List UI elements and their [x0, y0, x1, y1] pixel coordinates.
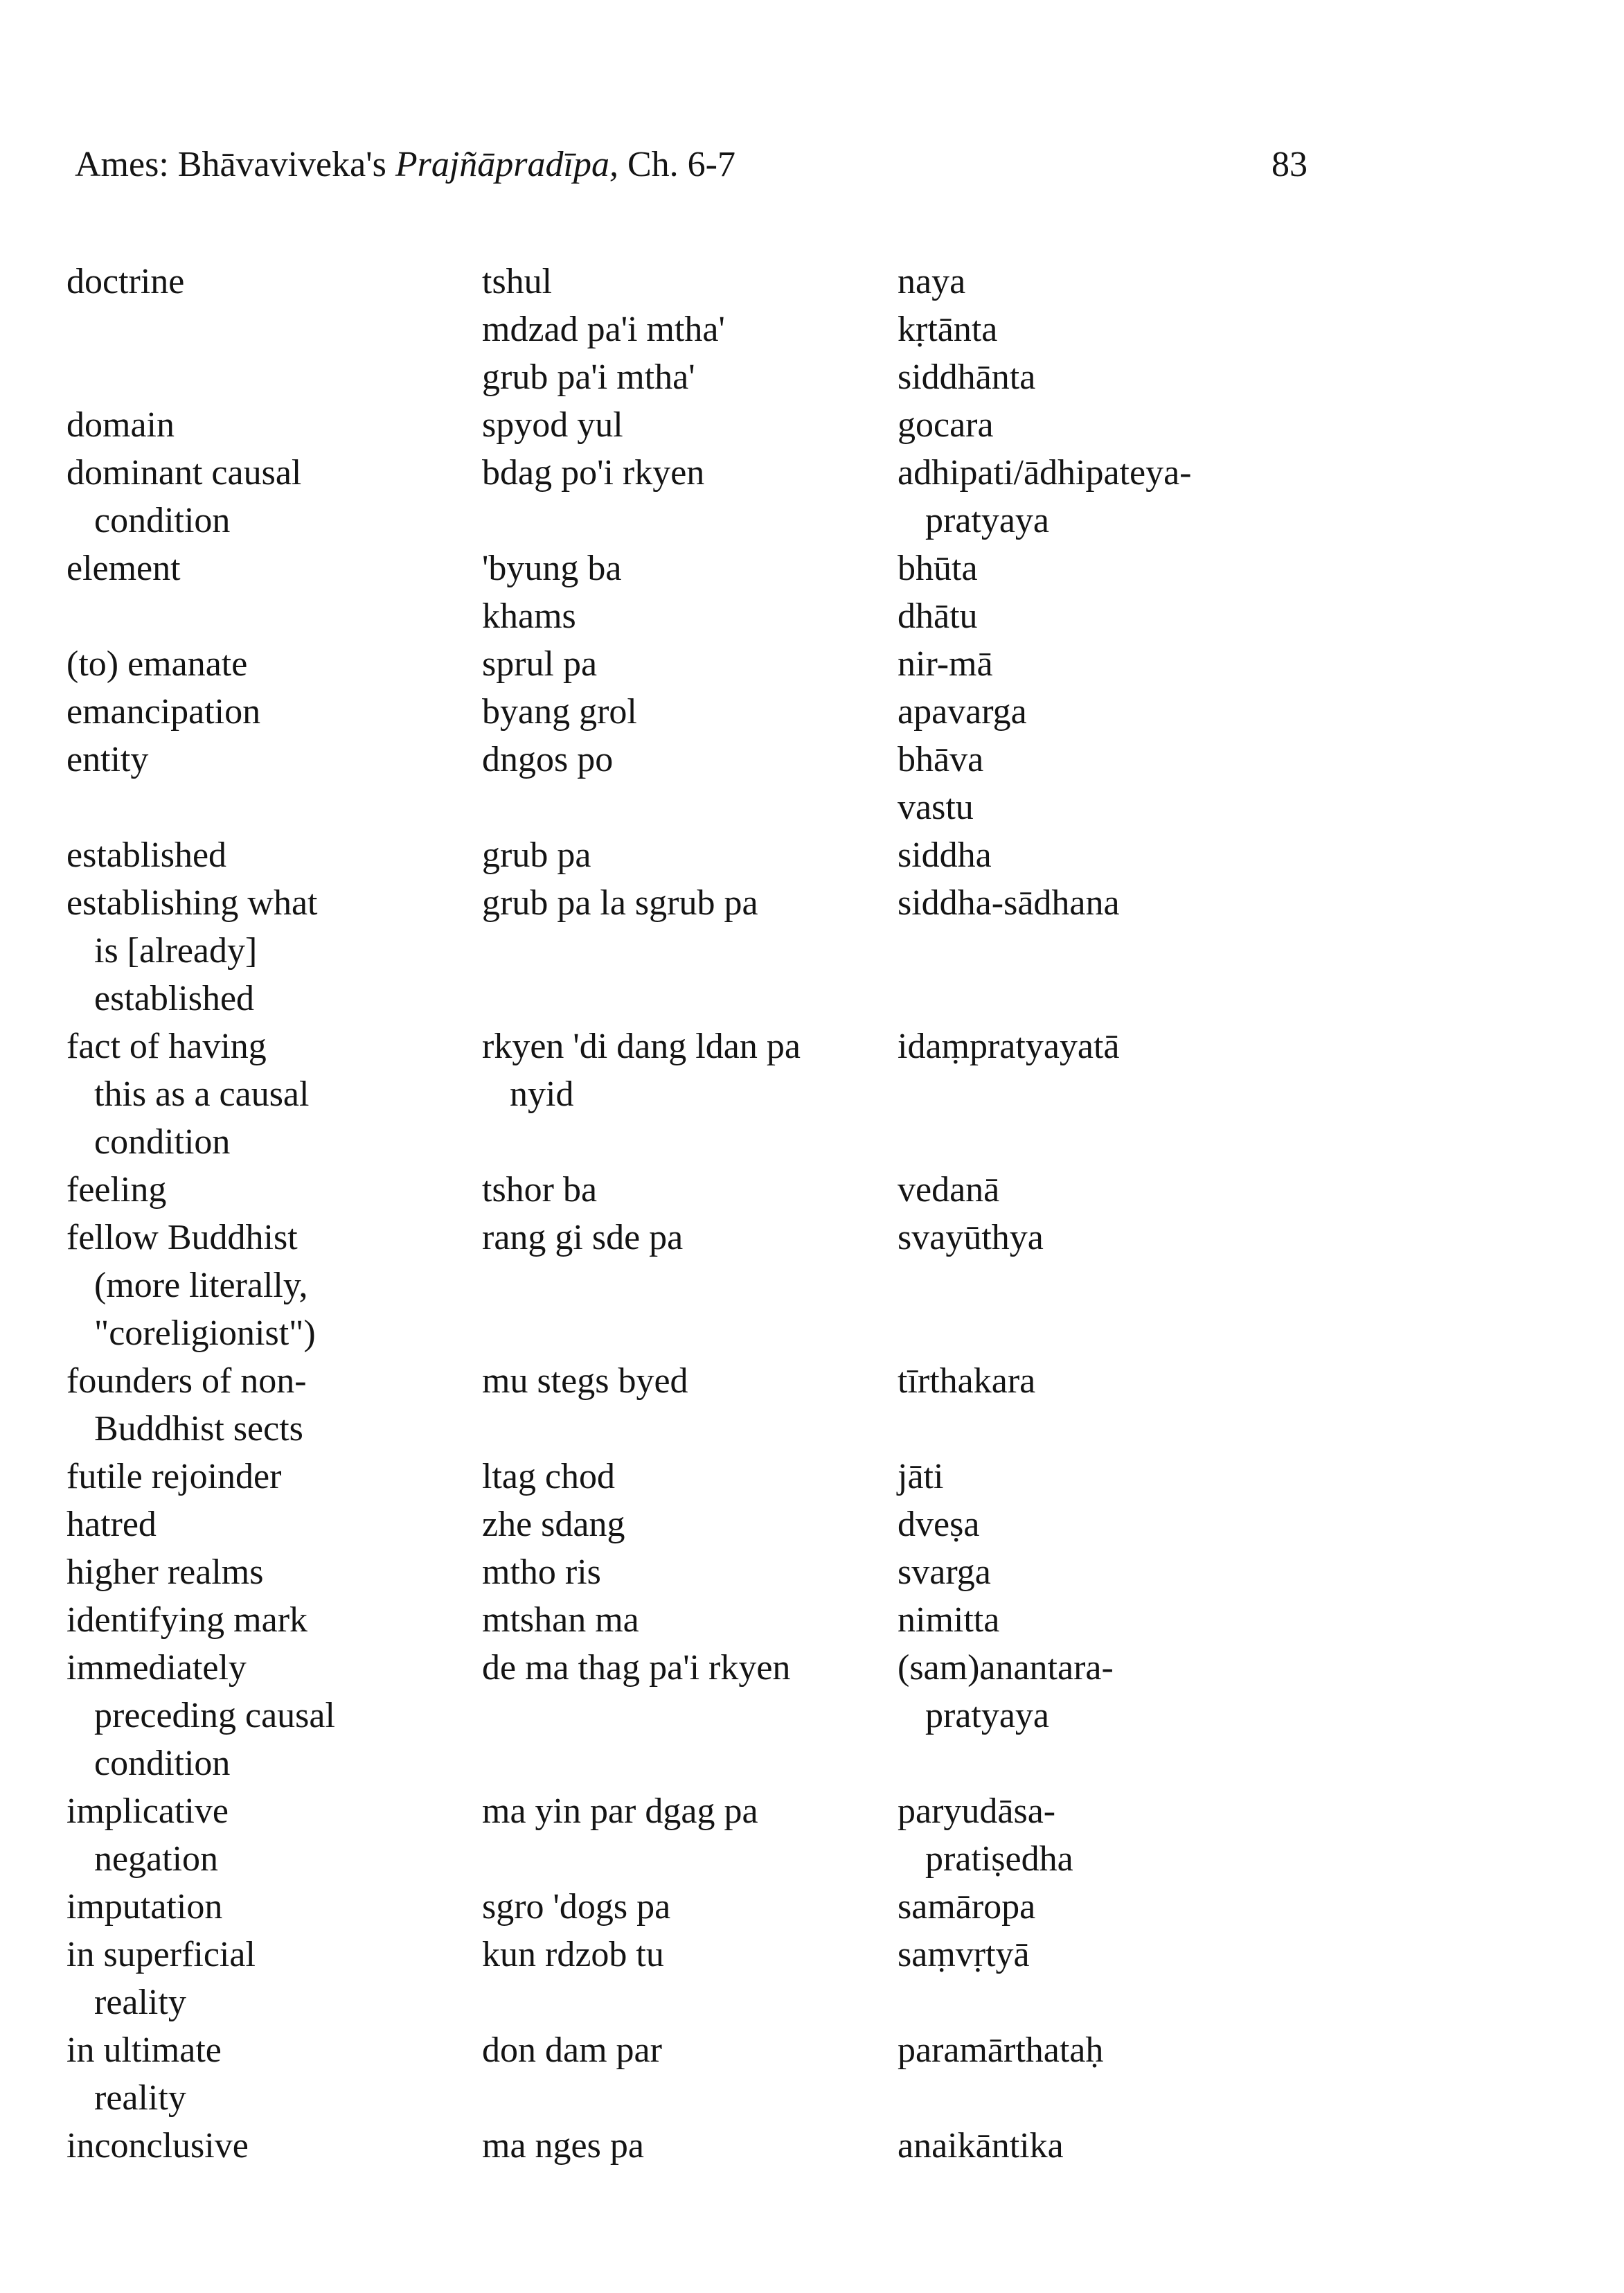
tibetan-term: tshor ba: [482, 1170, 598, 1210]
sanskrit-term: naya: [898, 262, 966, 301]
english-term-cell: [66, 1166, 482, 1214]
tibetan-term: dngos po: [482, 740, 614, 779]
tibetan-term: sprul pa: [482, 644, 598, 684]
english-term: futile rejoinder: [66, 1457, 282, 1496]
sanskrit-term: (sam)anantara-: [898, 1648, 1114, 1688]
english-term: entity: [66, 740, 149, 779]
english-term-cell: [66, 736, 482, 831]
tibetan-term-cell: [482, 258, 898, 401]
sanskrit-term: siddha: [898, 835, 992, 875]
sanskrit-term: apavarga: [898, 692, 1027, 732]
sanskrit-term: adhipati/ādhipateya-: [898, 453, 1192, 493]
tibetan-term-cell: [482, 2026, 898, 2122]
glossary-table: [66, 258, 1417, 2170]
english-term: fact of having: [66, 1027, 267, 1066]
tibetan-term: ma nges pa: [482, 2126, 644, 2166]
page-header: [75, 143, 1308, 187]
tibetan-term-cell: [482, 831, 898, 879]
tibetan-term-cell: [482, 736, 898, 831]
english-term-cell: [66, 1883, 482, 1931]
sanskrit-term-cell: [898, 1883, 1417, 1931]
sanskrit-term-cell: [898, 545, 1417, 640]
english-term-cell: [66, 1787, 482, 1883]
tibetan-term-cell: [482, 879, 898, 1022]
page-number: 83: [1271, 145, 1308, 184]
tibetan-term-cell: [482, 1596, 898, 1644]
sanskrit-term: idaṃpratyayatā: [898, 1027, 1120, 1066]
english-term-cell: [66, 1548, 482, 1596]
tibetan-term: byang grol: [482, 692, 637, 732]
sanskrit-term-cell: [898, 640, 1417, 688]
tibetan-term: spyod yul: [482, 405, 623, 445]
english-term: (to) emanate: [66, 644, 248, 684]
glossary-row: [66, 1548, 1417, 1596]
english-term-cell: [66, 688, 482, 736]
tibetan-term-cell: [482, 688, 898, 736]
sanskrit-term: vedanā: [898, 1170, 1000, 1210]
english-term: establishing what: [66, 883, 318, 923]
english-term-cell: [66, 640, 482, 688]
tibetan-term: rkyen 'di dang ldan pa: [482, 1027, 801, 1066]
english-term: feeling: [66, 1170, 167, 1210]
english-term: immediately: [66, 1648, 247, 1688]
sanskrit-term-cell: [898, 1548, 1417, 1596]
glossary-row: [66, 1787, 1417, 1883]
glossary-row: [66, 2122, 1417, 2170]
tibetan-term: ltag chod: [482, 1457, 616, 1496]
glossary-row: [66, 879, 1417, 1022]
glossary-row: [66, 258, 1417, 401]
sanskrit-term-cell: [898, 1357, 1417, 1453]
sanskrit-term-cell: [898, 449, 1417, 545]
tibetan-term-cell: [482, 1166, 898, 1214]
tibetan-term: sgro 'dogs pa: [482, 1887, 671, 1927]
glossary-row: [66, 2026, 1417, 2122]
english-term-cell: [66, 449, 482, 545]
tibetan-term-cell: [482, 1548, 898, 1596]
glossary-row: [66, 688, 1417, 736]
english-term-cell: [66, 1214, 482, 1357]
tibetan-term: mdzad pa'i mtha': [482, 310, 725, 349]
english-term: higher realms: [66, 1552, 264, 1592]
tibetan-term: rang gi sde pa: [482, 1218, 684, 1257]
english-term: implicative: [66, 1791, 229, 1831]
english-term-cell: [66, 1022, 482, 1166]
tibetan-term: bdag po'i rkyen: [482, 453, 705, 493]
sanskrit-term: bhāva: [898, 740, 984, 779]
sanskrit-term: dhātu: [898, 596, 978, 636]
sanskrit-term-cell: [898, 1644, 1417, 1787]
glossary-row: [66, 1453, 1417, 1500]
english-term: condition: [94, 1122, 231, 1162]
tibetan-term: don dam par: [482, 2030, 662, 2070]
sanskrit-term: gocara: [898, 405, 994, 445]
english-term-cell: [66, 1931, 482, 2026]
english-term-cell: [66, 545, 482, 640]
sanskrit-term-cell: [898, 1787, 1417, 1883]
tibetan-term: grub pa: [482, 835, 591, 875]
sanskrit-term-cell: [898, 1931, 1417, 2026]
english-term: element: [66, 549, 181, 588]
english-term: in superficial: [66, 1935, 256, 1974]
glossary-row: [66, 1500, 1417, 1548]
english-term: condition: [94, 501, 231, 540]
tibetan-term-cell: [482, 640, 898, 688]
english-term: hatred: [66, 1505, 157, 1544]
glossary-row: [66, 640, 1417, 688]
english-term: founders of non-: [66, 1361, 307, 1401]
sanskrit-term: saṃvṛtyā: [898, 1935, 1030, 1974]
sanskrit-term: svayūthya: [898, 1218, 1044, 1257]
english-term-cell: [66, 1500, 482, 1548]
tibetan-term-cell: [482, 401, 898, 449]
english-term: domain: [66, 405, 175, 445]
glossary-row: [66, 1883, 1417, 1931]
english-term: condition: [94, 1744, 231, 1783]
tibetan-term-cell: [482, 1357, 898, 1453]
english-term-cell: [66, 1357, 482, 1453]
tibetan-term: kun rdzob tu: [482, 1935, 664, 1974]
sanskrit-term-cell: [898, 1214, 1417, 1357]
glossary-row: [66, 736, 1417, 831]
english-term: negation: [94, 1839, 219, 1879]
tibetan-term-cell: [482, 1883, 898, 1931]
sanskrit-term: dveṣa: [898, 1505, 980, 1544]
english-term: (more literally,: [94, 1266, 308, 1305]
sanskrit-term: svarga: [898, 1552, 991, 1592]
english-term-cell: [66, 1596, 482, 1644]
english-term: doctrine: [66, 262, 185, 301]
tibetan-term-cell: [482, 1931, 898, 2026]
tibetan-term-cell: [482, 1787, 898, 1883]
tibetan-term-cell: [482, 1022, 898, 1166]
english-term-cell: [66, 831, 482, 879]
sanskrit-term-cell: [898, 1500, 1417, 1548]
tibetan-term-cell: [482, 1214, 898, 1357]
tibetan-term: 'byung ba: [482, 549, 622, 588]
running-head-author: Ames: Bhāvaviveka's: [75, 145, 386, 184]
tibetan-term: grub pa'i mtha': [482, 357, 695, 397]
tibetan-term-cell: [482, 545, 898, 640]
english-term: preceding causal: [94, 1696, 335, 1735]
sanskrit-term: pratiṣedha: [925, 1839, 1073, 1879]
english-term: established: [94, 979, 255, 1018]
tibetan-term-cell: [482, 2122, 898, 2170]
sanskrit-term-cell: [898, 736, 1417, 831]
sanskrit-term: samāropa: [898, 1887, 1036, 1927]
sanskrit-term: bhūta: [898, 549, 978, 588]
tibetan-term-cell: [482, 449, 898, 545]
english-term: inconclusive: [66, 2126, 249, 2166]
glossary-row: [66, 545, 1417, 640]
sanskrit-term-cell: [898, 2026, 1417, 2122]
english-term-cell: [66, 2026, 482, 2122]
english-term: emancipation: [66, 692, 261, 732]
sanskrit-term: nir-mā: [898, 644, 993, 684]
tibetan-term: tshul: [482, 262, 553, 301]
sanskrit-term-cell: [898, 1596, 1417, 1644]
tibetan-term: ma yin par dgag pa: [482, 1791, 758, 1831]
sanskrit-term: paramārthataḥ: [898, 2030, 1104, 2070]
sanskrit-term: pratyaya: [925, 1696, 1050, 1735]
glossary-row: [66, 1644, 1417, 1787]
english-term: imputation: [66, 1887, 223, 1927]
english-term: reality: [94, 2078, 186, 2118]
glossary-row: [66, 831, 1417, 879]
tibetan-term: khams: [482, 596, 576, 636]
english-term-cell: [66, 879, 482, 1022]
glossary-row: [66, 1166, 1417, 1214]
english-term: dominant causal: [66, 453, 302, 493]
tibetan-term: zhe sdang: [482, 1505, 625, 1544]
tibetan-term: de ma thag pa'i rkyen: [482, 1648, 791, 1688]
sanskrit-term-cell: [898, 688, 1417, 736]
english-term: "coreligionist"): [94, 1313, 316, 1353]
english-term: identifying mark: [66, 1600, 308, 1640]
sanskrit-term-cell: [898, 1166, 1417, 1214]
sanskrit-term: pratyaya: [925, 501, 1050, 540]
english-term: Buddhist sects: [94, 1409, 303, 1449]
tibetan-term: mu stegs byed: [482, 1361, 688, 1401]
sanskrit-term: jāti: [898, 1457, 944, 1496]
glossary-row: [66, 449, 1417, 545]
sanskrit-term: siddhānta: [898, 357, 1036, 397]
sanskrit-term-cell: [898, 879, 1417, 1022]
english-term: is [already]: [94, 931, 258, 971]
glossary-row: [66, 1214, 1417, 1357]
english-term-cell: [66, 1453, 482, 1500]
english-term: reality: [94, 1983, 186, 2022]
glossary-row: [66, 1596, 1417, 1644]
sanskrit-term-cell: [898, 1453, 1417, 1500]
sanskrit-term: paryudāsa-: [898, 1791, 1056, 1831]
sanskrit-term: nimitta: [898, 1600, 1000, 1640]
running-head-work-title: Prajñāpradīpa,: [395, 145, 618, 184]
english-term-cell: [66, 401, 482, 449]
english-term-cell: [66, 1644, 482, 1787]
sanskrit-term-cell: [898, 1022, 1417, 1166]
sanskrit-term: anaikāntika: [898, 2126, 1064, 2166]
tibetan-term-cell: [482, 1500, 898, 1548]
sanskrit-term: siddha-sādhana: [898, 883, 1120, 923]
tibetan-term: nyid: [510, 1074, 574, 1114]
tibetan-term: mtho ris: [482, 1552, 601, 1592]
glossary-row: [66, 401, 1417, 449]
sanskrit-term-cell: [898, 2122, 1417, 2170]
tibetan-term: mtshan ma: [482, 1600, 639, 1640]
sanskrit-term-cell: [898, 831, 1417, 879]
sanskrit-term: kṛtānta: [898, 310, 998, 349]
running-head-chapter: Ch. 6-7: [627, 145, 735, 184]
tibetan-term-cell: [482, 1453, 898, 1500]
tibetan-term: grub pa la sgrub pa: [482, 883, 758, 923]
english-term: fellow Buddhist: [66, 1218, 298, 1257]
sanskrit-term: vastu: [898, 788, 974, 827]
tibetan-term-cell: [482, 1644, 898, 1787]
sanskrit-term-cell: [898, 258, 1417, 401]
glossary-row: [66, 1931, 1417, 2026]
english-term: this as a causal: [94, 1074, 310, 1114]
glossary-row: [66, 1357, 1417, 1453]
english-term: established: [66, 835, 227, 875]
english-term-cell: [66, 2122, 482, 2170]
english-term-cell: [66, 258, 482, 401]
glossary-row: [66, 1022, 1417, 1166]
english-term: in ultimate: [66, 2030, 222, 2070]
sanskrit-term: tīrthakara: [898, 1361, 1036, 1401]
sanskrit-term-cell: [898, 401, 1417, 449]
